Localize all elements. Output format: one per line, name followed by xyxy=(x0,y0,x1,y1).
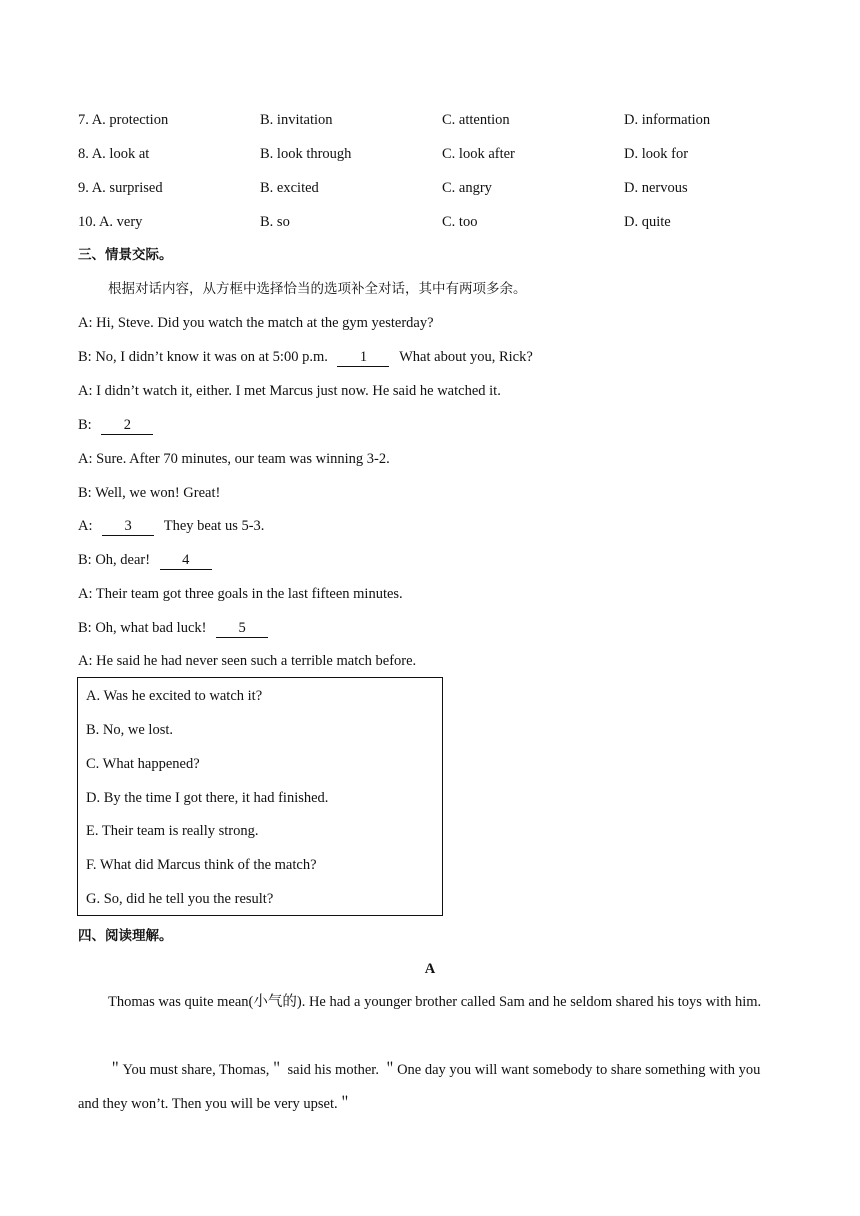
dialogue-line-2-tail: What about you, Rick? xyxy=(399,349,533,365)
option-8d: D. look for xyxy=(624,146,689,162)
section3-instruction: 根据对话内容，从方框中选择恰当的选项补全对话，其中有两项多余。 xyxy=(108,281,527,297)
choice-f: F. What did Marcus think of the match? xyxy=(86,857,317,873)
option-10c: C. too xyxy=(442,214,478,230)
blank-1: 1 xyxy=(337,349,389,367)
dialogue-line-7-tail: They beat us 5-3. xyxy=(163,518,265,534)
option-row-9 xyxy=(78,178,838,198)
choices-box xyxy=(77,677,443,916)
option-7d: D. information xyxy=(624,112,711,128)
dialogue-line-10 xyxy=(78,618,268,638)
dialogue-line-1: A: Hi, Steve. Did you watch the match at the gym yesterday? xyxy=(78,315,434,331)
option-9b: B. excited xyxy=(260,180,319,196)
choice-d: D. By the time I got there, it had finished. xyxy=(86,790,329,806)
passage-paragraph-2: ＂You must share, Thomas,＂ said his mother. ＂One day you will want somebody to share something with you and they won’t. Then you will be very upset.＂ xyxy=(78,1062,761,1112)
option-9c: C. angry xyxy=(442,180,492,196)
option-8c: C. look after xyxy=(442,146,515,162)
dialogue-line-7 xyxy=(78,516,264,536)
passage-label: A xyxy=(424,961,436,977)
dialogue-line-4 xyxy=(78,415,153,435)
option-8b: B. look through xyxy=(260,146,352,162)
blank-3: 3 xyxy=(102,518,154,536)
blank-2: 2 xyxy=(101,417,153,435)
option-row-7 xyxy=(78,110,838,130)
option-8a: 8. A. look at xyxy=(78,146,150,162)
choice-b: B. No, we lost. xyxy=(86,722,173,738)
option-9a: 9. A. surprised xyxy=(78,180,163,196)
option-7c: C. attention xyxy=(442,112,510,128)
choice-c: C. What happened? xyxy=(86,756,200,772)
choice-g: G. So, did he tell you the result? xyxy=(86,891,274,907)
dialogue-line-8 xyxy=(78,550,212,570)
blank-5: 5 xyxy=(216,620,268,638)
option-10a: 10. A. very xyxy=(78,214,143,230)
option-7a: 7. A. protection xyxy=(78,112,169,128)
dialogue-line-10-text: B: Oh, what bad luck! xyxy=(78,620,207,636)
section3-title: 三、情景交际。 xyxy=(78,247,173,263)
dialogue-line-2-text: B: No, I didn’t know it was on at 5:00 p.m. xyxy=(78,349,328,365)
choice-a: A. Was he excited to watch it? xyxy=(86,688,263,704)
dialogue-line-9: A: Their team got three goals in the last fifteen minutes. xyxy=(78,586,403,602)
option-row-10 xyxy=(78,212,838,232)
dialogue-line-6: B: Well, we won! Great! xyxy=(78,485,221,501)
dialogue-line-8-text: B: Oh, dear! xyxy=(78,552,151,568)
dialogue-line-4-speaker: B: xyxy=(78,417,92,433)
choice-e: E. Their team is really strong. xyxy=(86,823,259,839)
option-9d: D. nervous xyxy=(624,180,688,196)
dialogue-line-3: A: I didn’t watch it, either. I met Marcus just now. He said he watched it. xyxy=(78,383,501,399)
option-10d: D. quite xyxy=(624,214,671,230)
dialogue-line-5: A: Sure. After 70 minutes, our team was winning 3-2. xyxy=(78,451,390,467)
option-10b: B. so xyxy=(260,214,290,230)
dialogue-line-2 xyxy=(78,347,533,367)
dialogue-line-11: A: He said he had never seen such a terrible match before. xyxy=(78,653,417,669)
section4-title: 四、阅读理解。 xyxy=(78,928,173,944)
dialogue-line-7-speaker: A: xyxy=(78,518,93,534)
option-7b: B. invitation xyxy=(260,112,333,128)
passage-paragraph-1: Thomas was quite mean(小气的). He had a younger brother called Sam and he seldom shared his toys with him. xyxy=(108,994,762,1010)
option-row-8 xyxy=(78,144,838,164)
blank-4: 4 xyxy=(160,552,212,570)
